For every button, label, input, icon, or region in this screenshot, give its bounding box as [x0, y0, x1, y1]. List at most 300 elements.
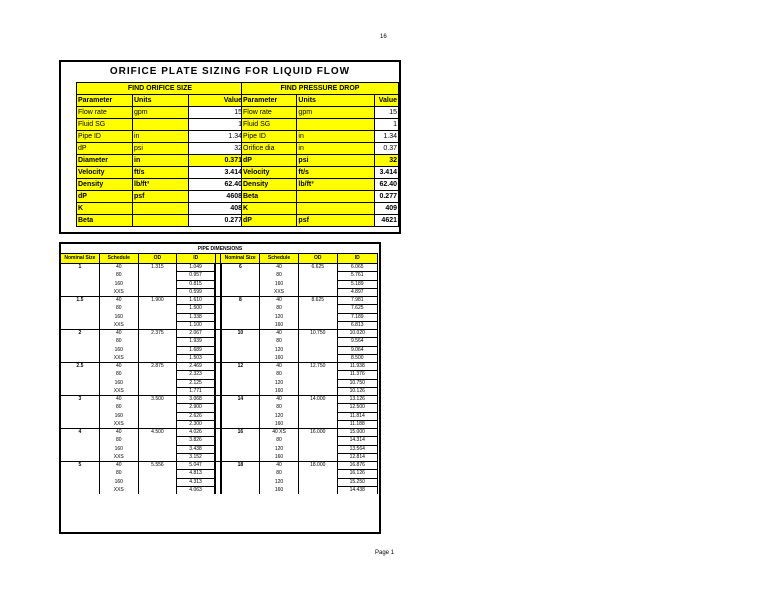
nominal-size: [221, 272, 260, 280]
pipe-header-row: [61, 254, 378, 264]
parameter-units: [133, 203, 189, 215]
nominal-size: 4: [61, 429, 100, 437]
inner-diameter: 5.761: [337, 272, 377, 280]
inner-diameter: 15.250: [337, 478, 377, 486]
pipe-column-header: OD: [299, 254, 338, 264]
parameter-units: [297, 191, 375, 203]
inner-diameter: 4.026: [177, 429, 215, 437]
schedule: 40: [260, 396, 299, 404]
pipe-row: [61, 354, 378, 362]
outer-diameter: 6.625: [299, 264, 338, 272]
inner-diameter: 2.125: [177, 379, 215, 387]
pipe-row: [61, 478, 378, 486]
outer-diameter: [138, 313, 176, 321]
inner-diameter: 11.938: [337, 363, 377, 371]
pipe-column-header: Schedule: [99, 254, 138, 264]
outer-diameter: [299, 371, 338, 379]
outer-diameter: [138, 338, 176, 346]
parameter-value[interactable]: 0.371: [189, 155, 244, 167]
outer-diameter: [299, 404, 338, 412]
parameter-name: Velocity: [242, 167, 297, 179]
outer-diameter: 12.750: [299, 363, 338, 371]
outer-diameter: [138, 404, 176, 412]
parameter-row: [242, 215, 399, 227]
nominal-size: [61, 404, 100, 412]
schedule: 40: [99, 363, 138, 371]
parameter-row: [242, 155, 399, 167]
inner-diameter: 0.957: [177, 272, 215, 280]
nominal-size: 14: [221, 396, 260, 404]
parameter-name: Pipe ID: [77, 131, 133, 143]
schedule: 120: [260, 478, 299, 486]
pipe-row: [61, 288, 378, 296]
parameter-units: [297, 119, 375, 131]
schedule: 160: [260, 280, 299, 288]
nominal-size: [221, 354, 260, 362]
parameter-units: [133, 215, 189, 227]
nominal-size: [61, 445, 100, 453]
pipe-row: [61, 371, 378, 379]
parameter-name: Beta: [242, 191, 297, 203]
outer-diameter: [299, 379, 338, 387]
outer-diameter: [138, 478, 176, 486]
nominal-size: 6: [221, 264, 260, 272]
column-header-units: Units: [297, 95, 375, 107]
inner-diameter: 1.049: [177, 264, 215, 272]
pipe-column-header: Nominal Size: [221, 254, 260, 264]
outer-diameter: 8.625: [299, 297, 338, 305]
nominal-size: 18: [221, 462, 260, 470]
outer-diameter: [138, 346, 176, 354]
parameter-value[interactable]: 62.40: [375, 179, 399, 191]
parameter-value[interactable]: 3.414: [375, 167, 399, 179]
column-header-param: Parameter: [77, 95, 133, 107]
pipe-row: [61, 313, 378, 321]
schedule: 120: [260, 346, 299, 354]
schedule: 80: [260, 470, 299, 478]
inner-diameter: 9.064: [337, 346, 377, 354]
pipe-row: [61, 321, 378, 329]
schedule: XXS: [99, 354, 138, 362]
parameter-units: ft/s: [297, 167, 375, 179]
outer-diameter: 5.556: [138, 462, 176, 470]
parameter-name: Beta: [77, 215, 133, 227]
parameter-row: [77, 191, 244, 203]
pipe-row: [61, 412, 378, 420]
pipe-dimensions-table: [60, 253, 378, 494]
inner-diameter: 1.500: [177, 305, 215, 313]
nominal-size: [221, 305, 260, 313]
parameter-value[interactable]: 15: [375, 107, 399, 119]
schedule: 40: [99, 264, 138, 272]
inner-diameter: 4.063: [177, 486, 215, 494]
nominal-size: [221, 280, 260, 288]
inner-diameter: 13.126: [337, 396, 377, 404]
outer-diameter: 2.875: [138, 363, 176, 371]
inner-diameter: 4.897: [337, 288, 377, 296]
parameter-row: [242, 119, 399, 131]
outer-diameter: [299, 387, 338, 395]
nominal-size: [221, 486, 260, 494]
parameter-units: ft/s: [133, 167, 189, 179]
nominal-size: [221, 321, 260, 329]
inner-diameter: 5.047: [177, 462, 215, 470]
schedule: XXS: [99, 420, 138, 428]
find-orifice-size-table: [76, 82, 244, 227]
parameter-value[interactable]: 409: [375, 203, 399, 215]
schedule: XXS: [99, 321, 138, 329]
inner-diameter: 10.750: [337, 379, 377, 387]
parameter-row: [77, 203, 244, 215]
pipe-row: [61, 305, 378, 313]
column-header-param: Parameter: [242, 95, 297, 107]
nominal-size: 10: [221, 330, 260, 338]
nominal-size: [221, 437, 260, 445]
column-header-value: Value: [375, 95, 399, 107]
parameter-value[interactable]: 1.34: [189, 131, 244, 143]
parameter-name: dP: [77, 191, 133, 203]
nominal-size: 8: [221, 297, 260, 305]
nominal-size: [221, 404, 260, 412]
pipe-row: [61, 420, 378, 428]
pipe-column-header: Nominal Size: [61, 254, 100, 264]
inner-diameter: 12.500: [337, 404, 377, 412]
outer-diameter: 4.500: [138, 429, 176, 437]
nominal-size: [61, 420, 100, 428]
outer-diameter: [138, 321, 176, 329]
schedule: 120: [260, 379, 299, 387]
nominal-size: [61, 280, 100, 288]
inner-diameter: 11.188: [337, 420, 377, 428]
inner-diameter: 6.065: [337, 264, 377, 272]
schedule: 160: [260, 321, 299, 329]
inner-diameter: 3.438: [177, 445, 215, 453]
nominal-size: [61, 371, 100, 379]
pipe-row: [61, 437, 378, 445]
nominal-size: [221, 288, 260, 296]
pipe-row: [61, 396, 378, 404]
parameter-units: [133, 119, 189, 131]
outer-diameter: [138, 371, 176, 379]
parameter-value[interactable]: 62.40: [189, 179, 244, 191]
parameter-value[interactable]: 1.34: [375, 131, 399, 143]
find-orifice-heading: FIND ORIFICE SIZE: [77, 83, 244, 95]
pipe-row: [61, 280, 378, 288]
schedule: XXS: [99, 288, 138, 296]
pipe-row: [61, 379, 378, 387]
outer-diameter: [138, 305, 176, 313]
schedule: 80: [99, 371, 138, 379]
outer-diameter: [299, 313, 338, 321]
parameter-value[interactable]: 0.37: [375, 143, 399, 155]
parameter-row: [242, 167, 399, 179]
parameter-name: Flow rate: [242, 107, 297, 119]
inner-diameter: 7.625: [337, 305, 377, 313]
inner-diameter: 1.503: [177, 354, 215, 362]
pipe-row: [61, 429, 378, 437]
orifice-sizing-panel: [59, 60, 401, 234]
parameter-value[interactable]: 15: [189, 107, 244, 119]
inner-diameter: 14.314: [337, 437, 377, 445]
schedule: 160: [99, 478, 138, 486]
schedule: 40: [99, 330, 138, 338]
parameter-name: dP: [242, 155, 297, 167]
inner-diameter: 1.100: [177, 321, 215, 329]
pipe-column-header: ID: [337, 254, 377, 264]
inner-diameter: 2.067: [177, 330, 215, 338]
pipe-dimensions-panel: [59, 242, 381, 534]
outer-diameter: 16.000: [299, 429, 338, 437]
inner-diameter: 7.189: [337, 313, 377, 321]
pipe-column-header: OD: [138, 254, 176, 264]
inner-diameter: 7.981: [337, 297, 377, 305]
nominal-size: 2: [61, 330, 100, 338]
pipe-row: [61, 346, 378, 354]
parameter-row: [242, 107, 399, 119]
page-footer: Page 1: [375, 550, 395, 556]
inner-diameter: 3.068: [177, 396, 215, 404]
parameter-name: Pipe ID: [242, 131, 297, 143]
parameter-row: [77, 179, 244, 191]
parameter-value[interactable]: 32: [189, 143, 244, 155]
schedule: 40: [99, 429, 138, 437]
nominal-size: [61, 354, 100, 362]
schedule: 160: [260, 354, 299, 362]
nominal-size: [221, 478, 260, 486]
parameter-value[interactable]: 0.277: [375, 191, 399, 203]
nominal-size: [61, 453, 100, 461]
schedule: 80: [99, 404, 138, 412]
pipe-row: [61, 387, 378, 395]
outer-diameter: [299, 470, 338, 478]
schedule: 80: [260, 437, 299, 445]
inner-diameter: 1.771: [177, 387, 215, 395]
schedule: 160: [260, 486, 299, 494]
inner-diameter: 2.626: [177, 412, 215, 420]
schedule: 80: [99, 470, 138, 478]
inner-diameter: 3.826: [177, 437, 215, 445]
schedule: 40: [260, 264, 299, 272]
pipe-row: [61, 404, 378, 412]
schedule: XXS: [99, 387, 138, 395]
parameter-value[interactable]: 4621: [375, 215, 399, 227]
parameter-value[interactable]: 408: [189, 203, 244, 215]
inner-diameter: 3.152: [177, 453, 215, 461]
parameter-row: [242, 143, 399, 155]
parameter-name: Flow rate: [77, 107, 133, 119]
pipe-row: [61, 363, 378, 371]
nominal-size: 5: [61, 462, 100, 470]
parameter-name: Velocity: [77, 167, 133, 179]
outer-diameter: [138, 387, 176, 395]
schedule: 40: [260, 297, 299, 305]
nominal-size: [61, 486, 100, 494]
pipe-row: [61, 470, 378, 478]
schedule: 160: [260, 387, 299, 395]
inner-diameter: 11.376: [337, 371, 377, 379]
inner-diameter: 14.438: [337, 486, 377, 494]
nominal-size: [61, 412, 100, 420]
schedule: 80: [99, 437, 138, 445]
inner-diameter: 0.815: [177, 280, 215, 288]
inner-diameter: 12.814: [337, 453, 377, 461]
nominal-size: [61, 437, 100, 445]
parameter-name: K: [77, 203, 133, 215]
nominal-size: [221, 445, 260, 453]
outer-diameter: [299, 478, 338, 486]
parameter-units: [297, 203, 375, 215]
nominal-size: [61, 379, 100, 387]
schedule: 40: [99, 462, 138, 470]
parameter-value[interactable]: 32: [375, 155, 399, 167]
schedule: 120: [260, 313, 299, 321]
pipe-row: [61, 445, 378, 453]
parameter-units: psf: [297, 215, 375, 227]
pipe-row: [61, 453, 378, 461]
nominal-size: [221, 470, 260, 478]
parameter-units: gpm: [297, 107, 375, 119]
parameter-name: Density: [77, 179, 133, 191]
column-header-value: Value: [189, 95, 244, 107]
nominal-size: [61, 470, 100, 478]
parameter-row: [242, 191, 399, 203]
nominal-size: [61, 305, 100, 313]
outer-diameter: [299, 288, 338, 296]
schedule: XXS: [99, 453, 138, 461]
inner-diameter: 0.599: [177, 288, 215, 296]
schedule: 160: [99, 313, 138, 321]
outer-diameter: [299, 280, 338, 288]
pipe-row: [61, 264, 378, 272]
schedule: 80: [99, 305, 138, 313]
outer-diameter: 2.375: [138, 330, 176, 338]
schedule: 160: [99, 280, 138, 288]
pipe-row: [61, 338, 378, 346]
inner-diameter: 2.900: [177, 404, 215, 412]
parameter-value[interactable]: 4608: [189, 191, 244, 203]
outer-diameter: [138, 354, 176, 362]
inner-diameter: 4.813: [177, 470, 215, 478]
nominal-size: [61, 288, 100, 296]
parameter-units: in: [133, 131, 189, 143]
parameter-value[interactable]: 3.414: [189, 167, 244, 179]
nominal-size: [221, 412, 260, 420]
schedule: 40 XS: [260, 429, 299, 437]
outer-diameter: [299, 321, 338, 329]
nominal-size: 1: [61, 264, 100, 272]
parameter-units: gpm: [133, 107, 189, 119]
schedule: 40: [99, 297, 138, 305]
pipe-row: [61, 272, 378, 280]
schedule: XXS: [260, 288, 299, 296]
outer-diameter: [299, 272, 338, 280]
pipe-row: [61, 462, 378, 470]
inner-diameter: 1.689: [177, 346, 215, 354]
column-header-units: Units: [133, 95, 189, 107]
schedule: 160: [99, 379, 138, 387]
outer-diameter: [138, 486, 176, 494]
outer-diameter: [299, 354, 338, 362]
outer-diameter: [138, 437, 176, 445]
find-pressure-drop-table: [241, 82, 399, 227]
schedule: 80: [260, 272, 299, 280]
header-row: [242, 95, 399, 107]
inner-diameter: 4.313: [177, 478, 215, 486]
nominal-size: [221, 379, 260, 387]
parameter-name: Orifice dia: [242, 143, 297, 155]
schedule: 80: [260, 404, 299, 412]
outer-diameter: [138, 420, 176, 428]
outer-diameter: [299, 420, 338, 428]
outer-diameter: 1.315: [138, 264, 176, 272]
parameter-units: in: [133, 155, 189, 167]
parameter-units: lb/ft³: [297, 179, 375, 191]
outer-diameter: [299, 338, 338, 346]
inner-diameter: 1.939: [177, 338, 215, 346]
outer-diameter: [299, 346, 338, 354]
schedule: 40: [260, 462, 299, 470]
parameter-units: lb/ft³: [133, 179, 189, 191]
outer-diameter: 10.750: [299, 330, 338, 338]
pipe-row: [61, 330, 378, 338]
parameter-row: [77, 107, 244, 119]
schedule: 80: [99, 338, 138, 346]
outer-diameter: [299, 486, 338, 494]
nominal-size: [61, 338, 100, 346]
inner-diameter: 9.564: [337, 338, 377, 346]
schedule: 120: [260, 412, 299, 420]
pipe-row: [61, 486, 378, 494]
parameter-value[interactable]: 0.277: [189, 215, 244, 227]
parameter-row: [242, 179, 399, 191]
outer-diameter: 18.000: [299, 462, 338, 470]
nominal-size: [221, 371, 260, 379]
outer-diameter: [299, 412, 338, 420]
schedule: 40: [99, 396, 138, 404]
nominal-size: [61, 321, 100, 329]
parameter-units: psi: [297, 155, 375, 167]
inner-diameter: 2.300: [177, 420, 215, 428]
inner-diameter: 2.469: [177, 363, 215, 371]
parameter-row: [77, 143, 244, 155]
parameter-row: [77, 167, 244, 179]
schedule: 40: [260, 363, 299, 371]
outer-diameter: [138, 288, 176, 296]
parameter-name: K: [242, 203, 297, 215]
schedule: 80: [260, 371, 299, 379]
outer-diameter: [138, 453, 176, 461]
parameter-row: [77, 155, 244, 167]
find-pressure-heading: FIND PRESSURE DROP: [242, 83, 399, 95]
outer-diameter: [138, 412, 176, 420]
parameter-row: [77, 215, 244, 227]
nominal-size: [221, 420, 260, 428]
inner-diameter: 11.814: [337, 412, 377, 420]
parameter-name: Density: [242, 179, 297, 191]
schedule: 80: [99, 272, 138, 280]
inner-diameter: 1.338: [177, 313, 215, 321]
nominal-size: [61, 272, 100, 280]
parameter-value[interactable]: 1: [189, 119, 244, 131]
parameter-row: [77, 131, 244, 143]
outer-diameter: [299, 437, 338, 445]
inner-diameter: 13.564: [337, 445, 377, 453]
parameter-name: Fluid SG: [242, 119, 297, 131]
nominal-size: 12: [221, 363, 260, 371]
outer-diameter: 14.000: [299, 396, 338, 404]
parameter-value[interactable]: 1: [375, 119, 399, 131]
outer-diameter: [138, 379, 176, 387]
